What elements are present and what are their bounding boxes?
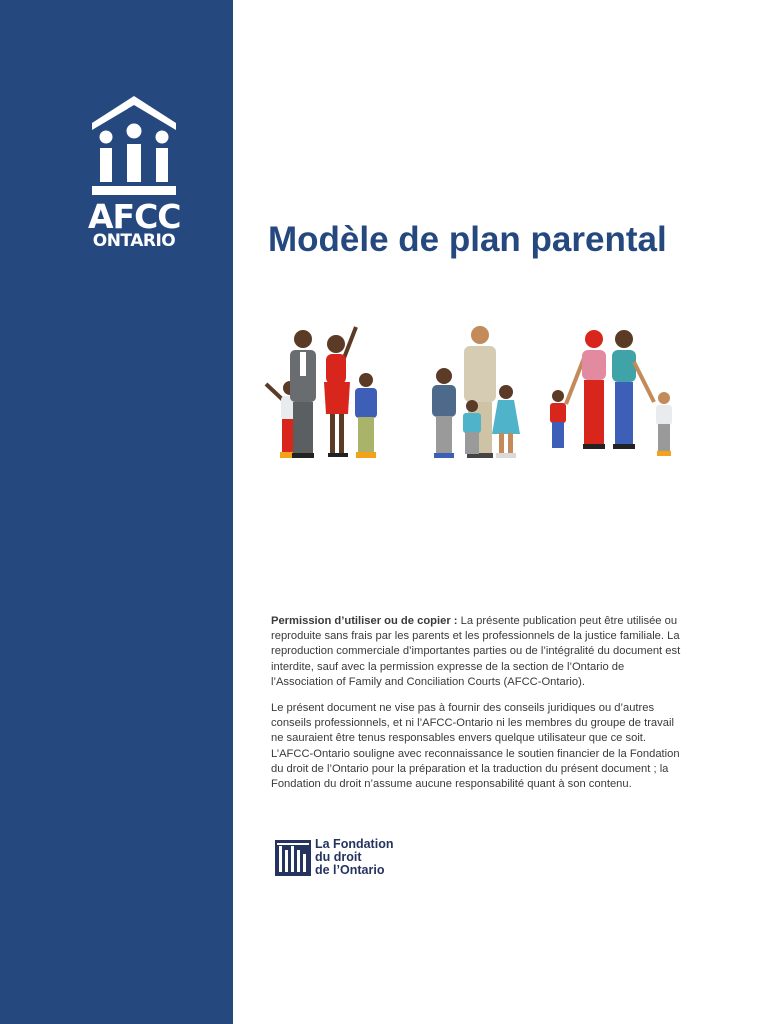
fondation-line-2: du droit xyxy=(315,850,362,864)
disclaimer-paragraph: Le présent document ne vise pas à fournir des conseils juridiques ou d’autres conseils professionnels, et ni l’AFCC-Ontario ni les membres du groupe de travail ne sauraient être tenus responsables envers quelque utilisateur que ce soit. L’AFCC-Ontario souligne avec reconnaissance le soutien financier de la Fondation du droit de l’Ontario pour la préparation et la traduction du présent document ; la Fondation du droit n’assume aucune responsabilité quant à son contenu. xyxy=(271,702,680,791)
fondation-line-1: La Fondation xyxy=(315,837,394,851)
building-people-icon xyxy=(88,93,180,201)
permission-paragraph xyxy=(271,614,683,690)
fondation-columns-icon xyxy=(275,840,311,876)
permission-text: La présente publication peut être utilisée ou reproduite sans frais par les parents et les professionnels de la justice familiale. La reproduction commerciale d’importantes parties ou de l’intégralité du document est interdite, sauf avec la permission expresse de la section de l’Ontario de l’Association of Family and Conciliation Courts (AFCC-Ontario). xyxy=(271,615,681,688)
families-illustration xyxy=(258,322,682,464)
afcc-ontario-logo xyxy=(88,93,180,253)
document-title: Modèle de plan parental xyxy=(268,220,667,259)
family-group-1 xyxy=(266,327,377,458)
fondation-name xyxy=(315,838,407,877)
fondation-droit-logo xyxy=(275,838,405,878)
afcc-logo-subtitle: ONTARIO xyxy=(92,231,176,251)
family-group-2 xyxy=(432,326,520,458)
afcc-logo-title: AFCC xyxy=(88,197,181,236)
fondation-line-3: de l’Ontario xyxy=(315,863,385,877)
sidebar xyxy=(0,0,233,1024)
permission-lead: Permission d’utiliser ou de copier : xyxy=(271,615,458,627)
family-group-3 xyxy=(550,330,672,456)
document-body xyxy=(271,614,683,803)
